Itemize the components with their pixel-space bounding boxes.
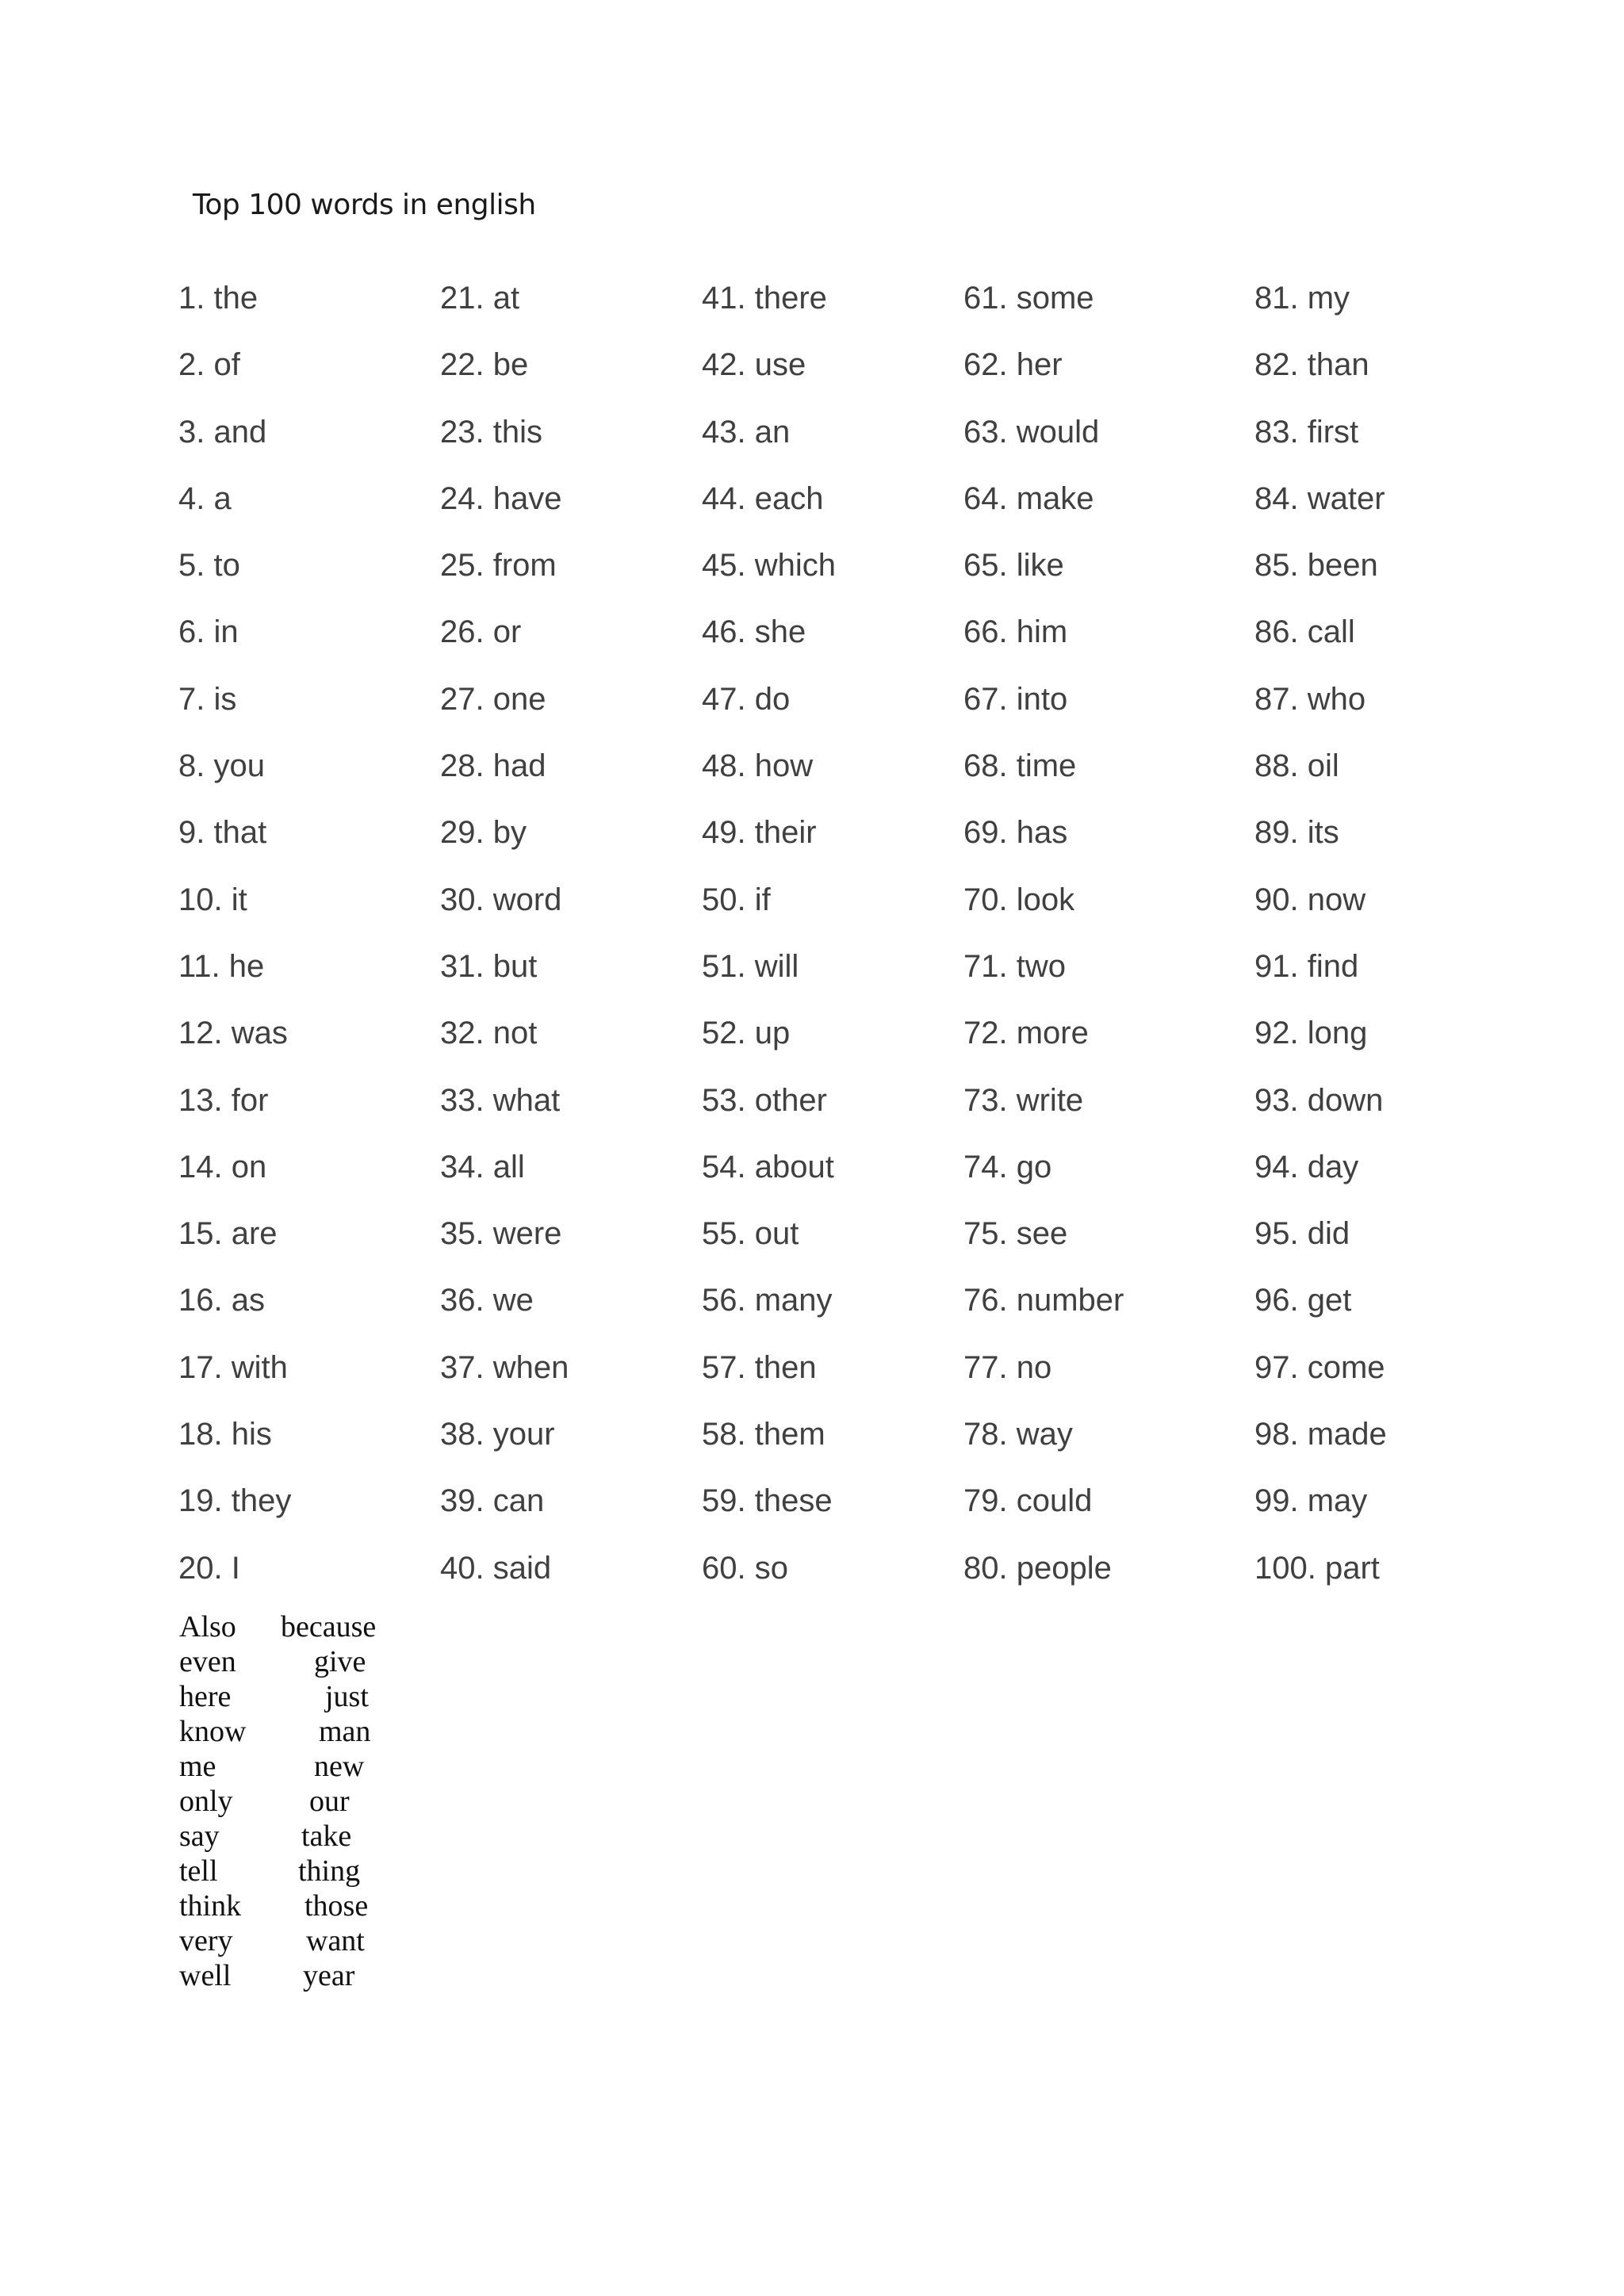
word-item: 26. or — [440, 614, 522, 650]
word-item: 30. word — [440, 882, 562, 917]
word-item: 59. these — [702, 1483, 833, 1519]
word-item: 11. he — [178, 948, 265, 984]
word-item: 5. to — [178, 548, 240, 584]
extra-word-left: me — [179, 1750, 216, 1783]
word-item: 55. out — [702, 1216, 799, 1252]
word-item: 28. had — [440, 748, 546, 784]
word-item: 73. write — [963, 1082, 1084, 1118]
extra-word-left: here — [179, 1680, 232, 1713]
word-item: 45. which — [702, 548, 836, 584]
extra-word-right: thing — [298, 1854, 361, 1888]
word-item: 54. about — [702, 1149, 834, 1184]
extra-word-right: those — [304, 1889, 369, 1923]
word-item: 25. from — [440, 548, 557, 584]
extra-word-left: well — [179, 1959, 232, 1992]
word-item: 90. now — [1254, 882, 1366, 917]
word-item: 67. into — [963, 681, 1068, 717]
word-item: 97. come — [1254, 1349, 1385, 1385]
word-item: 1. the — [178, 281, 259, 316]
extra-word-right: new — [314, 1750, 365, 1783]
word-item: 22. be — [440, 347, 529, 383]
word-item: 69. has — [963, 815, 1068, 851]
word-item: 81. my — [1254, 281, 1350, 316]
word-item: 34. all — [440, 1149, 525, 1184]
extra-word-right: year — [303, 1959, 355, 1992]
word-item: 76. number — [963, 1283, 1124, 1318]
word-item: 18. his — [178, 1417, 272, 1452]
word-item: 39. can — [440, 1483, 545, 1519]
extra-word-list — [179, 1609, 392, 1993]
word-item: 36. we — [440, 1283, 534, 1318]
word-item: 27. one — [440, 681, 546, 717]
extra-word-left: tell — [179, 1854, 218, 1888]
word-item: 48. how — [702, 748, 814, 784]
extra-word-right: our — [309, 1785, 350, 1818]
extra-word-left: know — [179, 1715, 247, 1748]
word-item: 14. on — [178, 1149, 267, 1184]
word-item: 91. find — [1254, 948, 1359, 984]
word-item: 74. go — [963, 1149, 1052, 1184]
word-item: 95. did — [1254, 1216, 1350, 1252]
word-item: 49. their — [702, 815, 817, 851]
word-item: 4. a — [178, 480, 232, 516]
word-item: 78. way — [963, 1417, 1073, 1452]
word-item: 8. you — [178, 748, 265, 784]
word-item: 19. they — [178, 1483, 292, 1519]
word-item: 96. get — [1254, 1283, 1352, 1318]
extra-word-left: say — [179, 1820, 220, 1853]
word-item: 65. like — [963, 548, 1064, 584]
word-item: 89. its — [1254, 815, 1339, 851]
extra-word-right: man — [319, 1715, 371, 1748]
word-item: 29. by — [440, 815, 527, 851]
word-item: 24. have — [440, 480, 562, 516]
extra-word-right: want — [306, 1924, 365, 1957]
word-item: 75. see — [963, 1216, 1068, 1252]
word-item: 82. than — [1254, 347, 1369, 383]
word-item: 44. each — [702, 480, 824, 516]
word-item: 9. that — [178, 815, 267, 851]
word-item: 80. people — [963, 1550, 1112, 1586]
word-item: 71. two — [963, 948, 1066, 984]
word-item: 21. at — [440, 281, 520, 316]
word-item: 63. would — [963, 414, 1100, 450]
word-item: 58. them — [702, 1417, 825, 1452]
extra-word-right: because — [281, 1610, 377, 1644]
word-list-grid — [178, 273, 1492, 1609]
word-item: 50. if — [702, 882, 771, 917]
word-item: 38. your — [440, 1417, 555, 1452]
word-item: 31. but — [440, 948, 538, 984]
word-item: 7. is — [178, 681, 237, 717]
word-item: 15. are — [178, 1216, 278, 1252]
word-item: 70. look — [963, 882, 1075, 917]
word-item: 85. been — [1254, 548, 1378, 584]
word-item: 77. no — [963, 1349, 1052, 1385]
extra-word-right: give — [314, 1645, 366, 1678]
word-item: 35. were — [440, 1216, 562, 1252]
word-item: 43. an — [702, 414, 791, 450]
word-item: 86. call — [1254, 614, 1355, 650]
word-item: 61. some — [963, 281, 1094, 316]
word-item: 51. will — [702, 948, 799, 984]
word-item: 93. down — [1254, 1082, 1384, 1118]
word-item: 72. more — [963, 1016, 1089, 1051]
word-item: 12. was — [178, 1016, 288, 1051]
word-item: 92. long — [1254, 1016, 1368, 1051]
word-item: 53. other — [702, 1082, 827, 1118]
word-item: 46. she — [702, 614, 806, 650]
word-item: 84. water — [1254, 480, 1385, 516]
word-item: 60. so — [702, 1550, 788, 1586]
word-item: 94. day — [1254, 1149, 1359, 1184]
word-item: 37. when — [440, 1349, 569, 1385]
extra-word-left: Also — [179, 1610, 236, 1644]
word-item: 87. who — [1254, 681, 1366, 717]
word-item: 13. for — [178, 1082, 269, 1118]
extra-word-left: think — [179, 1889, 242, 1923]
extra-word-right: just — [325, 1680, 369, 1713]
word-item: 32. not — [440, 1016, 538, 1051]
word-item: 17. with — [178, 1349, 288, 1385]
word-item: 3. and — [178, 414, 267, 450]
word-item: 47. do — [702, 681, 791, 717]
word-item: 52. up — [702, 1016, 791, 1051]
word-item: 33. what — [440, 1082, 561, 1118]
word-item: 79. could — [963, 1483, 1093, 1519]
word-item: 20. I — [178, 1550, 240, 1586]
word-item: 57. then — [702, 1349, 817, 1385]
word-item: 10. it — [178, 882, 247, 917]
word-item: 66. him — [963, 614, 1068, 650]
word-item: 6. in — [178, 614, 239, 650]
word-item: 40. said — [440, 1550, 552, 1586]
word-item: 64. make — [963, 480, 1094, 516]
extra-word-left: very — [179, 1924, 233, 1957]
extra-word-left: even — [179, 1645, 236, 1678]
extra-word-left: only — [179, 1785, 233, 1818]
word-item: 98. made — [1254, 1417, 1387, 1452]
word-item: 68. time — [963, 748, 1077, 784]
page-title: Top 100 words in english — [193, 189, 536, 221]
word-item: 99. may — [1254, 1483, 1368, 1519]
extra-word-right: take — [301, 1820, 352, 1853]
word-item: 16. as — [178, 1283, 265, 1318]
word-item: 62. her — [963, 347, 1063, 383]
word-item: 41. there — [702, 281, 827, 316]
word-item: 83. first — [1254, 414, 1359, 450]
word-item: 2. of — [178, 347, 240, 383]
word-item: 56. many — [702, 1283, 833, 1318]
word-item: 42. use — [702, 347, 806, 383]
word-item: 23. this — [440, 414, 542, 450]
word-item: 100. part — [1254, 1550, 1380, 1586]
word-item: 88. oil — [1254, 748, 1339, 784]
